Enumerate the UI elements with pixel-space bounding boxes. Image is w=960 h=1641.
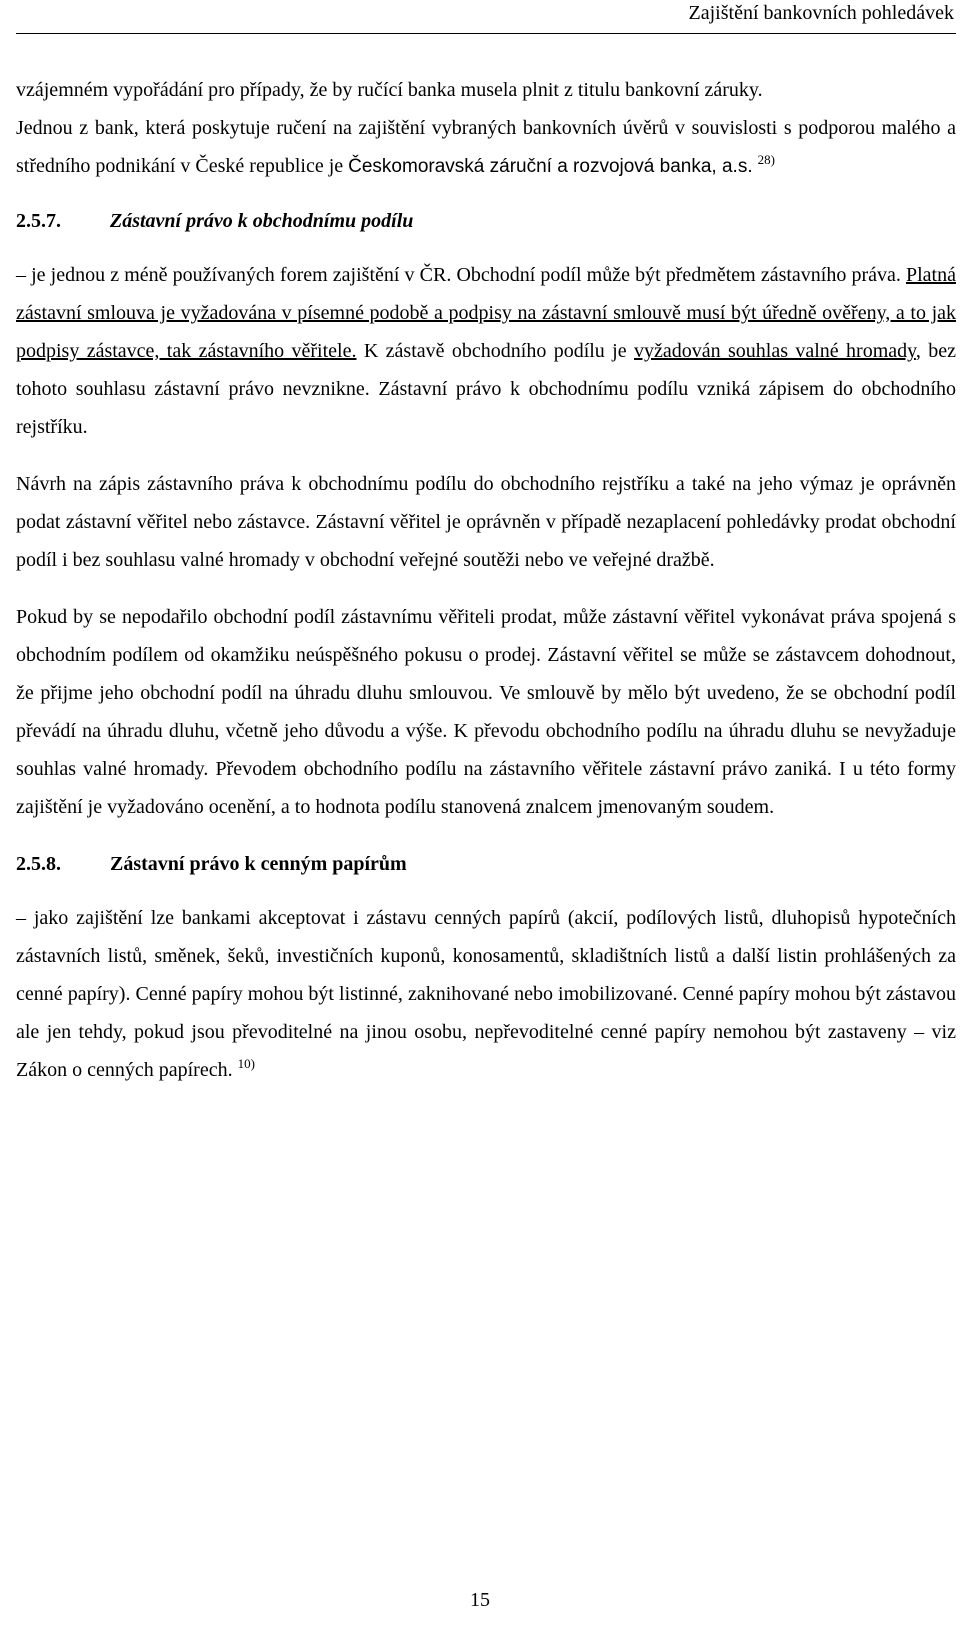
intro-paragraph-2-text: Jednou z bank, která poskytuje ručení na zajištění vybraných bankovních úvěrů v souvislosti s podporou malého a středního podnikání v České republice je xyxy=(16,117,956,177)
text-run: K zástavě obchodního podílu je xyxy=(356,340,634,362)
section-heading-2-5-8 xyxy=(16,845,956,883)
section-heading-2-5-7 xyxy=(16,202,956,240)
section-title: Zástavní právo k obchodnímu podílu xyxy=(110,210,414,232)
section-title: Zástavní právo k cenným papírům xyxy=(110,853,407,875)
underlined-text: vyžadován souhlas valné hromady xyxy=(634,340,916,362)
bank-name: Českomoravská záruční a rozvojová banka, a.s. xyxy=(348,156,753,177)
intro-paragraph-1: vzájemném vypořádání pro případy, že by ručící banka musela plnit z titulu bankovní záruky. xyxy=(16,79,763,101)
running-header xyxy=(16,0,956,34)
text-run: , bez tohoto souhlasu zástavní právo nevznikne. Zástavní právo k obchodnímu podílu vzniká zápisem do obchodního rejstříku. xyxy=(16,340,956,438)
text-run: – je jednou z méně používaných forem zajištění v ČR. Obchodní podíl může být předmětem zástavního práva. xyxy=(16,264,906,286)
underlined-text: Platná zástavní smlouva je vyžadována v písemné podobě a podpisy na zástavní smlouvě musí být úředně ověřeny, a to jak podpisy zástavce, tak zástavního věřitele. xyxy=(16,264,956,362)
section-2-5-7-paragraph-1 xyxy=(16,256,956,446)
section-2-5-8-paragraph-1 xyxy=(16,899,956,1089)
page-number: 15 xyxy=(470,1589,490,1611)
section-number: 2.5.7. xyxy=(16,210,61,232)
intro-paragraph-2 xyxy=(16,109,956,186)
footnote-ref-28: 28) xyxy=(757,152,775,167)
text-run: – jako zajištění lze bankami akceptovat i zástavu cenných papírů (akcií, podílových listů, dluhopisů hypotečních zástavních listů, směnek, šeků, investičních kuponů, konosamentů, skladištních listů a další listin prohlášených za cenné papíry). Cenné papíry mohou být listinné, zaknihované nebo imobilizované. Cenné papíry mohou být zástavou ale jen tehdy, pokud jsou převoditelné na jinou osobu, nepřevoditelné cenné papíry nemohou být zastaveny – viz Zákon o cenných papírech. xyxy=(16,907,956,1081)
section-2-5-7-paragraph-3: Pokud by se nepodařilo obchodní podíl zástavnímu věřiteli prodat, může zástavní věřitel vykonávat práva spojená s obchodním podílem od okamžiku neúspěšného pokusu o prodej. Zástavní věřitel se může se zástavcem dohodnout, že přijme jeho obchodní podíl na úhradu dluhu smlouvou. Ve smlouvě by mělo být uvedeno, že se obchodní podíl převádí na úhradu dluhu, včetně jeho důvodu a výše. K převodu obchodního podílu na úhradu dluhu se nevyžaduje souhlas valné hromady. Převodem obchodního podílu na zástavního věřitele zástavní právo zaniká. I u této formy zajištění je vyžadováno ocenění, a to hodnota podílu stanovená znalcem jmenovaným soudem. xyxy=(16,606,956,818)
document-body xyxy=(16,71,956,1089)
section-2-5-7-paragraph-2: Návrh na zápis zástavního práva k obchodnímu podílu do obchodního rejstříku a také na jeho výmaz je oprávněn podat zástavní věřitel nebo zástavce. Zástavní věřitel je oprávněn v případě nezaplacení pohledávky prodat obchodní podíl i bez souhlasu valné hromady v obchodní veřejné soutěži nebo ve veřejné dražbě. xyxy=(16,473,956,571)
footnote-ref-10: 10) xyxy=(237,1056,255,1071)
header-title: Zajištění bankovních pohledávek xyxy=(688,2,954,24)
section-number: 2.5.8. xyxy=(16,853,61,875)
